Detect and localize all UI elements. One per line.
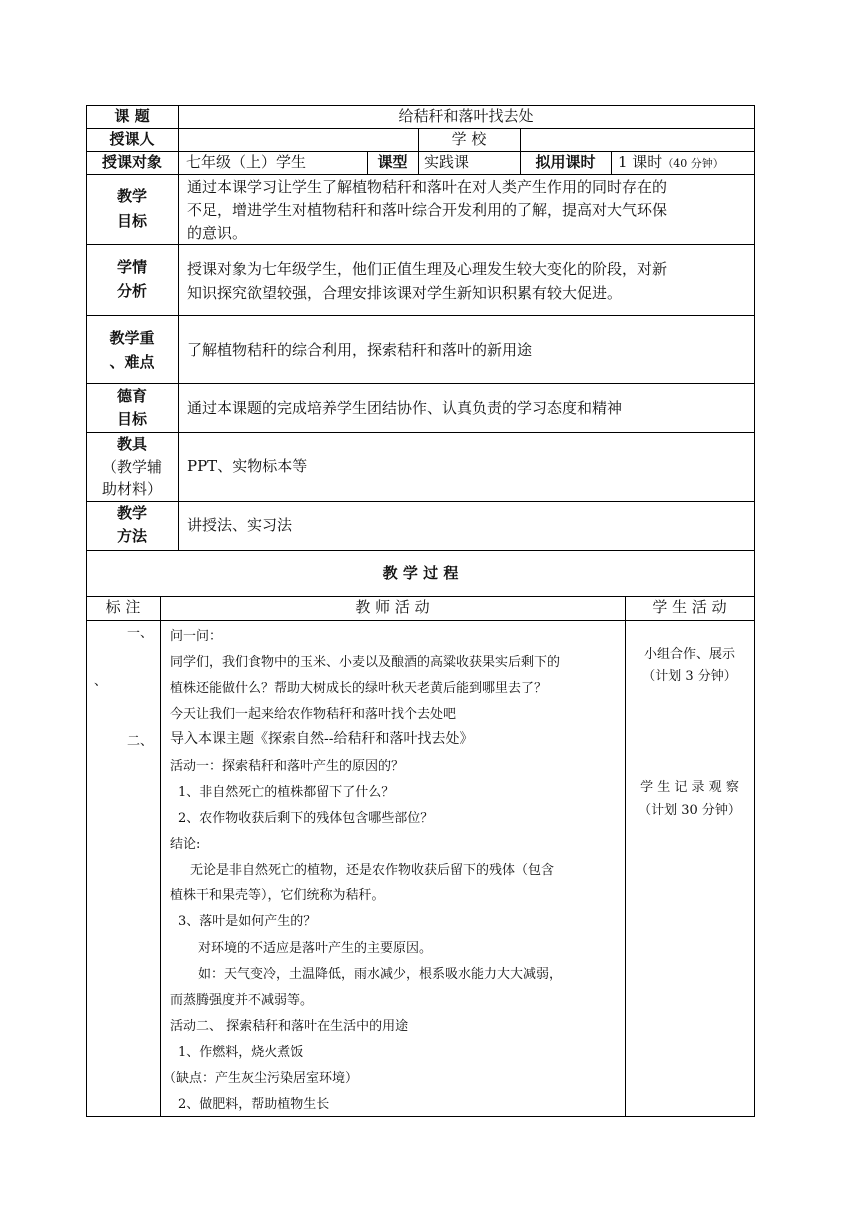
teacher-line: 今天让我们一起来给农作物秸秆和落叶找个去处吧 bbox=[170, 707, 457, 722]
teacher-line: 问一问： bbox=[170, 629, 223, 644]
teacher-line: 植株还能做什么？帮助大树成长的绿叶秋天老黄后能到哪里去了？ bbox=[170, 681, 548, 696]
row-text: 通过本课题的完成培养学生团结协作、认真负责的学习态度和精神 bbox=[187, 399, 623, 417]
teacher-line: 植株干和果壳等），它们统称为秸秆。 bbox=[170, 888, 385, 903]
grid-line bbox=[86, 383, 755, 384]
grid-line bbox=[754, 105, 755, 1117]
row-text: PPT、实物标本等 bbox=[187, 457, 308, 475]
row-label: 教学重 bbox=[109, 329, 155, 347]
grid-line bbox=[86, 620, 755, 621]
type-value: 实践课 bbox=[424, 153, 470, 171]
col-note-header: 标 注 bbox=[105, 598, 141, 616]
student-activity-time: （计划 30 分钟） bbox=[638, 803, 741, 818]
hours-value bbox=[618, 155, 724, 170]
hours-note: （40 分钟） bbox=[662, 157, 724, 170]
topic-value: 给秸秆和落叶找去处 bbox=[398, 107, 534, 125]
row-label: 德育 bbox=[116, 387, 147, 405]
audience-label: 授课对象 bbox=[101, 153, 162, 171]
grid-line bbox=[86, 151, 755, 152]
note-step-1-mark: 、 bbox=[94, 674, 108, 689]
teacher-line: 如：天气变冷，土温降低，雨水减少，根系吸水能力大大减弱， bbox=[198, 967, 563, 982]
row-text: 通过本课学习让学生了解植物秸秆和落叶在对人类产生作用的同时存在的 bbox=[187, 178, 668, 196]
row-text: 的意识。 bbox=[187, 224, 248, 242]
teacher-line: 同学们，我们食物中的玉米、小麦以及酿酒的高粱收获果实后剩下的 bbox=[170, 655, 561, 670]
grid-line bbox=[418, 151, 419, 174]
teacher-line: 无论是非自然死亡的植物，还是农作物收获后留下的残体（包含 bbox=[190, 863, 555, 878]
audience-value: 七年级（上）学生 bbox=[186, 153, 307, 171]
row-label: 助材料） bbox=[101, 480, 162, 498]
grid-line bbox=[86, 432, 755, 433]
row-text: 讲授法、实习法 bbox=[187, 516, 293, 534]
student-activity-time: （计划 3 分钟） bbox=[642, 669, 737, 684]
note-step-1: 一、 bbox=[127, 626, 154, 641]
row-label: 目标 bbox=[116, 212, 147, 230]
topic-label: 课 题 bbox=[114, 107, 150, 125]
teacher-line: 结论: bbox=[170, 837, 201, 852]
grid-line bbox=[86, 128, 755, 129]
row-text: 知识探究欲望较强，合理安排该课对学生新知识积累有较大促进。 bbox=[187, 284, 623, 302]
teacher-line: 导入本课主题《探索自然--给秸秆和落叶找去处》 bbox=[170, 731, 474, 747]
row-text: 授课对象为七年级学生，他们正值生理及心理发生较大变化的阶段，对新 bbox=[187, 260, 668, 278]
teacher-line: 1、非自然死亡的植株都留下了什么？ bbox=[178, 785, 395, 800]
student-activity: 小组合作、展示 bbox=[643, 647, 735, 662]
teacher-line: 活动一：探索秸秆和落叶产生的原因的？ bbox=[170, 759, 405, 774]
row-label: 目标 bbox=[116, 410, 147, 428]
grid-line bbox=[520, 128, 521, 151]
grid-line bbox=[86, 105, 755, 106]
grid-line bbox=[611, 151, 612, 174]
row-label: 教具 bbox=[116, 435, 147, 453]
grid-line bbox=[86, 501, 755, 502]
teacher-line: 对环境的不适应是落叶产生的主要原因。 bbox=[198, 941, 433, 956]
row-label: 教学 bbox=[116, 504, 147, 522]
row-label: 学情 bbox=[116, 258, 147, 276]
student-activity: 学 生 记 录 观 察 bbox=[640, 780, 739, 795]
grid-line bbox=[86, 596, 755, 597]
grid-line bbox=[160, 596, 161, 1117]
teacher-line: 2、农作物收获后剩下的残体包含哪些部位？ bbox=[178, 811, 434, 826]
teacher-label: 授课人 bbox=[109, 130, 155, 148]
row-label: 方法 bbox=[116, 527, 147, 545]
grid-line bbox=[86, 550, 755, 551]
type-label: 课型 bbox=[377, 153, 408, 171]
grid-line bbox=[86, 315, 755, 316]
hours-label: 拟用课时 bbox=[535, 153, 596, 171]
teacher-line: 而蒸腾强度并不减弱等。 bbox=[170, 993, 314, 1008]
teacher-line: 活动二、 探索秸秆和落叶在生活中的用途 bbox=[170, 1019, 409, 1034]
grid-line bbox=[86, 174, 755, 175]
row-label: 、难点 bbox=[109, 353, 155, 371]
row-text: 不足，增进学生对植物秸秆和落叶综合开发利用的了解，提高对大气环保 bbox=[187, 201, 668, 219]
teacher-line: 1、作燃料，烧火煮饭 bbox=[178, 1045, 304, 1060]
row-label: 分析 bbox=[116, 282, 147, 300]
teacher-line: 2、做肥料，帮助植物生长 bbox=[178, 1097, 330, 1112]
grid-line bbox=[86, 244, 755, 245]
school-label: 学 校 bbox=[451, 130, 487, 148]
hours-value-main: 1 课时 bbox=[618, 153, 663, 171]
row-label: 教学 bbox=[116, 187, 147, 205]
teacher-line: （缺点：产生灰尘污染居室环境） bbox=[163, 1071, 359, 1086]
grid-line bbox=[86, 1116, 755, 1117]
col-teacher-header: 教 师 活 动 bbox=[355, 598, 430, 616]
row-text: 了解植物秸秆的综合利用，探索秸秆和落叶的新用途 bbox=[187, 341, 533, 359]
process-title: 教 学 过 程 bbox=[382, 564, 459, 582]
col-student-header: 学 生 活 动 bbox=[652, 598, 727, 616]
row-label: （教学辅 bbox=[101, 458, 162, 476]
grid-line bbox=[178, 105, 179, 551]
note-step-2: 二、 bbox=[127, 734, 154, 749]
teacher-line: 3、落叶是如何产生的？ bbox=[178, 914, 317, 929]
